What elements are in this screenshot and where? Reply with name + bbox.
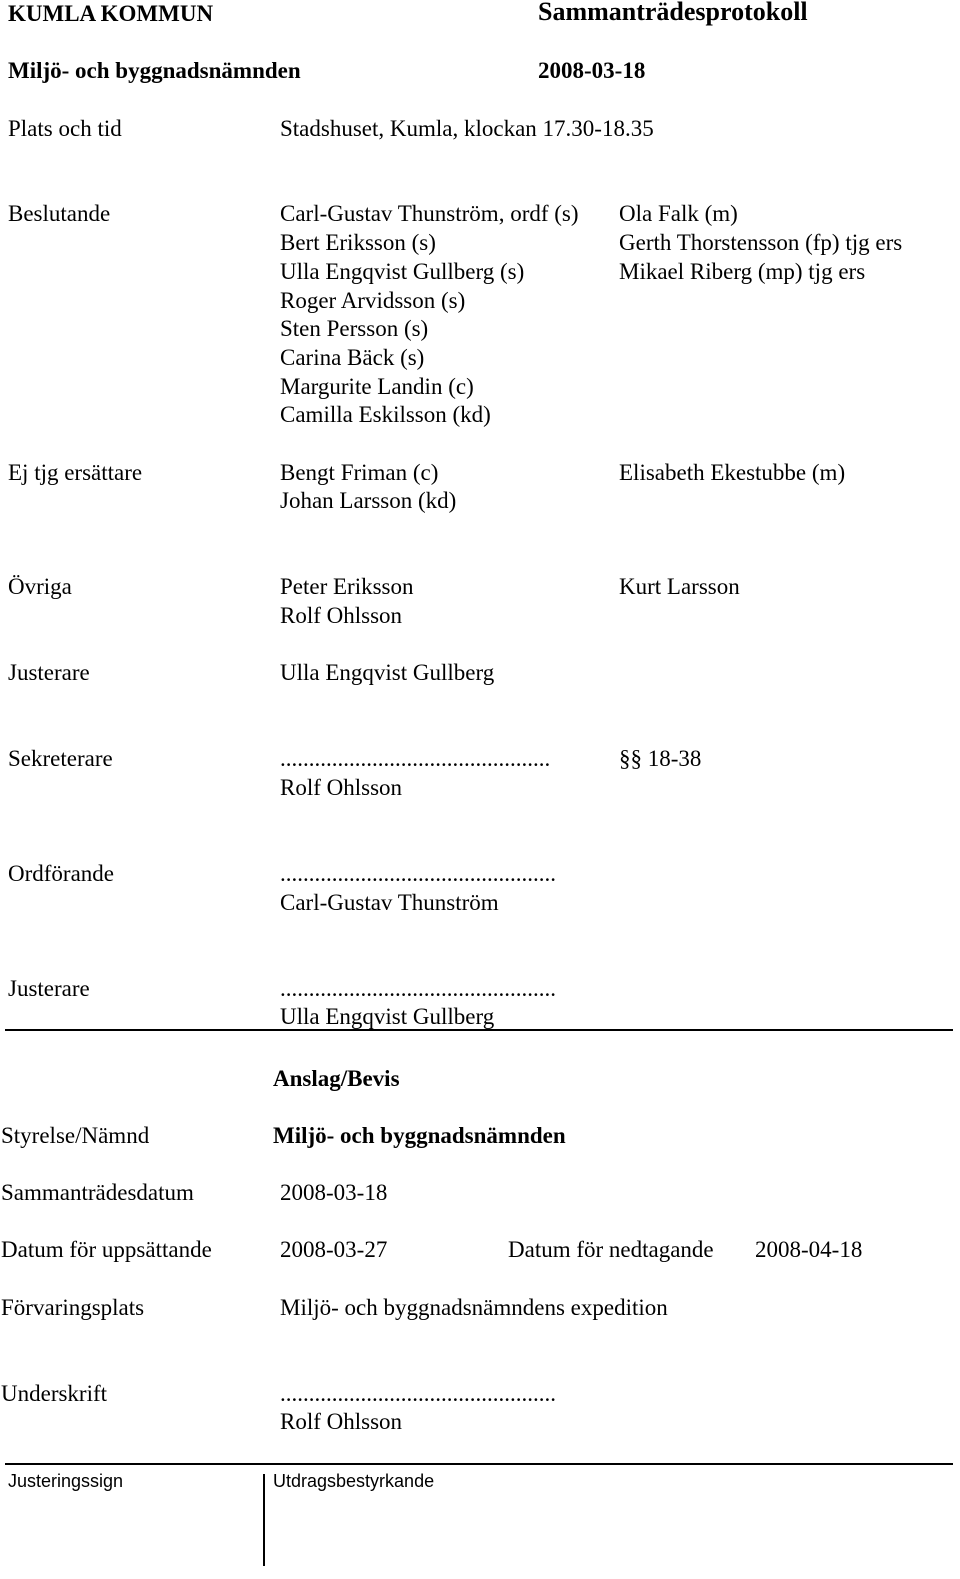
other-person: Kurt Larsson bbox=[619, 574, 740, 599]
deciding-member: Sten Persson (s) bbox=[280, 316, 429, 341]
paragraph-range: §§ 18-38 bbox=[619, 746, 702, 771]
substitute-member: Johan Larsson (kd) bbox=[280, 488, 457, 513]
municipality-name: KUMLA KOMMUN bbox=[8, 1, 214, 26]
secretary-name: Rolf Ohlsson bbox=[280, 775, 403, 800]
deciding-member: Camilla Eskilsson (kd) bbox=[280, 402, 491, 427]
chair-name: Carl-Gustav Thunström bbox=[280, 890, 499, 915]
meeting-date: 2008-03-18 bbox=[538, 58, 646, 83]
deciding-label: Beslutande bbox=[8, 201, 111, 226]
footer-extract-certification: Utdragsbestyrkande bbox=[273, 1471, 435, 1491]
notice-removal-value: 2008-04-18 bbox=[755, 1237, 863, 1262]
notice-storage-label: Förvaringsplats bbox=[1, 1295, 145, 1320]
place-value: Stadshuset, Kumla, klockan 17.30-18.35 bbox=[280, 116, 654, 141]
footer-vertical-divider bbox=[263, 1474, 265, 1566]
section-divider bbox=[5, 1029, 953, 1031]
notice-meeting-date-label: Sammanträdesdatum bbox=[1, 1180, 194, 1205]
notice-signature-name: Rolf Ohlsson bbox=[280, 1409, 403, 1434]
notice-posting-value: 2008-03-27 bbox=[280, 1237, 388, 1262]
notice-posting-label: Datum för uppsättande bbox=[1, 1237, 212, 1262]
other-person: Rolf Ohlsson bbox=[280, 603, 403, 628]
notice-board-value: Miljö- och byggnadsnämnden bbox=[273, 1123, 566, 1148]
deciding-member: Ulla Engqvist Gullberg (s) bbox=[280, 259, 525, 284]
adjuster-label: Justerare bbox=[8, 660, 90, 685]
deciding-member: Gerth Thorstensson (fp) tjg ers bbox=[619, 230, 903, 255]
board-name: Miljö- och byggnadsnämnden bbox=[8, 58, 301, 83]
secretary-signature-line: ............................................... bbox=[280, 746, 551, 771]
secretary-label: Sekreterare bbox=[8, 746, 113, 771]
notice-board-label: Styrelse/Nämnd bbox=[1, 1123, 150, 1148]
document-type: Sammanträdesprotokoll bbox=[538, 0, 808, 26]
deciding-member: Mikael Riberg (mp) tjg ers bbox=[619, 259, 866, 284]
footer-divider bbox=[5, 1463, 953, 1465]
notice-storage-value: Miljö- och byggnadsnämndens expedition bbox=[280, 1295, 668, 1320]
notice-title: Anslag/Bevis bbox=[273, 1066, 400, 1091]
substitutes-label: Ej tjg ersättare bbox=[8, 460, 143, 485]
chair-label: Ordförande bbox=[8, 861, 115, 886]
adjuster-sign-name: Ulla Engqvist Gullberg bbox=[280, 1004, 495, 1029]
adjuster-signature-line: ................................................ bbox=[280, 976, 556, 1001]
other-person: Peter Eriksson bbox=[280, 574, 414, 599]
notice-signature-line: ................................................ bbox=[280, 1381, 556, 1406]
notice-signature-label: Underskrift bbox=[1, 1381, 108, 1406]
deciding-member: Roger Arvidsson (s) bbox=[280, 288, 466, 313]
footer-adjuster-initials: Justeringssign bbox=[8, 1471, 124, 1491]
adjuster-name: Ulla Engqvist Gullberg bbox=[280, 660, 495, 685]
deciding-member: Carl-Gustav Thunström, ordf (s) bbox=[280, 201, 579, 226]
others-label: Övriga bbox=[8, 574, 72, 599]
substitute-member: Bengt Friman (c) bbox=[280, 460, 439, 485]
notice-removal-label: Datum för nedtagande bbox=[508, 1237, 714, 1262]
place-label: Plats och tid bbox=[8, 116, 122, 141]
deciding-member: Margurite Landin (c) bbox=[280, 374, 474, 399]
deciding-member: Ola Falk (m) bbox=[619, 201, 738, 226]
deciding-member: Bert Eriksson (s) bbox=[280, 230, 436, 255]
deciding-member: Carina Bäck (s) bbox=[280, 345, 425, 370]
adjuster-sign-label: Justerare bbox=[8, 976, 90, 1001]
notice-meeting-date-value: 2008-03-18 bbox=[280, 1180, 388, 1205]
chair-signature-line: ................................................ bbox=[280, 861, 556, 886]
substitute-member: Elisabeth Ekestubbe (m) bbox=[619, 460, 846, 485]
